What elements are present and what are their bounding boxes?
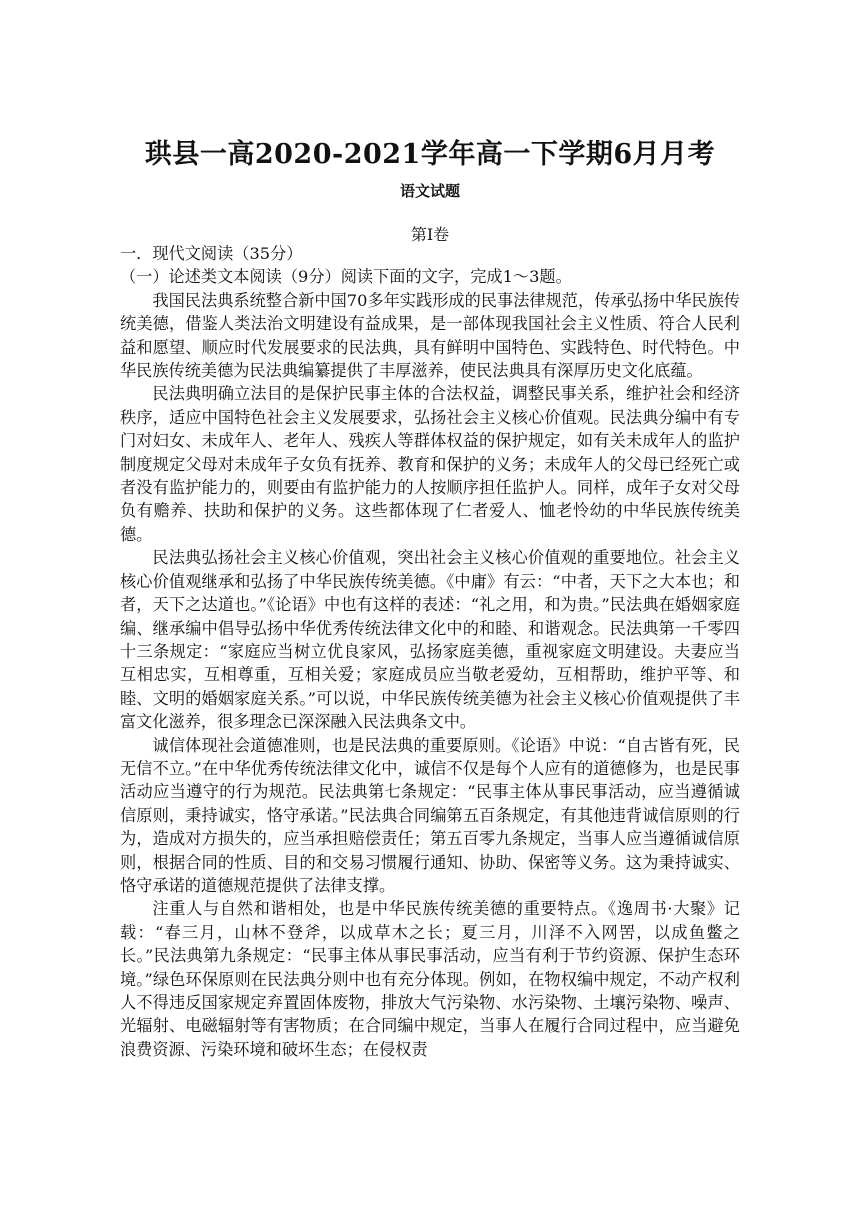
exam-body (120, 242, 740, 1061)
passage-paragraph: 民法典弘扬社会主义核心价值观，突出社会主义核心价值观的重要地位。社会主义核心价值观继承和弘扬了中华民族传统美德。《中庸》有云：“中者，天下之大本也；和者，天下之达道也。”《论语》中也有这样的表述：“礼之用，和为贵。”民法典在婚姻家庭编、继承编中倡导弘扬中华优秀传统法律文化中的和睦、和谐观念。民法典第一千零四十三条规定：“家庭应当树立优良家风，弘扬家庭美德，重视家庭文明建设。夫妻应当互相忠实，互相尊重，互相关爱；家庭成员应当敬老爱幼，互相帮助，维护平等、和睦、文明的婚姻家庭关系。”可以说，中华民族传统美德为社会主义核心价值观提供了丰富文化滋养，很多理念已深深融入民法典条文中。 (120, 548, 740, 732)
exam-subtitle: 语文试题 (399, 182, 460, 200)
exam-title: 珙县一高2020-2021学年高一下学期6月月考 (144, 139, 716, 170)
passage-paragraph: 我国民法典系统整合新中国70多年实践形成的民事法律规范，传承弘扬中华民族传统美德，借鉴人类法治文明建设有益成果，是一部体现我国社会主义性质、符合人民利益和愿望、顺应时代发展要求的民法典，具有鲜明中国特色、实践特色、时代特色。中华民族传统美德为民法典编纂提供了丰厚滋养，使民法典具有深厚历史文化底蕴。 (120, 290, 740, 381)
subsection-heading: （一）论述类文本阅读（9分）阅读下面的文字，完成1～3题。 (120, 267, 572, 287)
passage-paragraph: 诚信体现社会道德准则，也是民法典的重要原则。《论语》中说：“自古皆有死，民无信不立。”在中华优秀传统法律文化中，诚信不仅是每个人应有的道德修为，也是民事活动应当遵守的行为规范。民法典第七条规定：“民事主体从事民事活动，应当遵循诚信原则，秉持诚实，恪守承诺。”民法典合同编第五百条规定，有其他违背诚信原则的行为，造成对方损失的，应当承担赔偿责任；第五百零九条规定，当事人应当遵循诚信原则，根据合同的性质、目的和交易习惯履行通知、协助、保密等义务。这为秉持诚实、恪守承诺的道德规范提供了法律支撑。 (120, 735, 740, 895)
passage-paragraph: 注重人与自然和谐相处，也是中华民族传统美德的重要特点。《逸周书·大聚》记载：“春三月，山林不登斧，以成草木之长；夏三月，川泽不入网罟，以成鱼鳖之长。”民法典第九条规定：“民事主体从事民事活动，应当有利于节约资源、保护生态环境。”绿色环保原则在民法典分则中也有充分体现。例如，在物权编中规定，不动产权利人不得违反国家规定弃置固体废物，排放大气污染物、水污染物、土壤污染物、噪声、光辐射、电磁辐射等有害物质；在合同编中规定，当事人在履行合同过程中，应当避免浪费资源、污染环境和破坏生态；在侵权责 (120, 899, 740, 1059)
passage-paragraph: 民法典明确立法目的是保护民事主体的合法权益，调整民事关系，维护社会和经济秩序，适应中国特色社会主义发展要求，弘扬社会主义核心价值观。民法典分编中有专门对妇女、未成年人、老年人、残疾人等群体权益的保护规定，如有关未成年人的监护制度规定父母对未成年子女负有抚养、教育和保护的义务；未成年人的父母已经死亡或者没有监护能力的，则要由有监护能力的人按顺序担任监护人。同样，成年子女对父母负有赡养、扶助和保护的义务。这些都体现了仁者爱人、恤老怜幼的中华民族传统美德。 (120, 384, 740, 544)
section-heading: 一．现代文阅读（35分） (120, 244, 303, 263)
volume-heading: 第Ⅰ卷 (410, 225, 450, 244)
